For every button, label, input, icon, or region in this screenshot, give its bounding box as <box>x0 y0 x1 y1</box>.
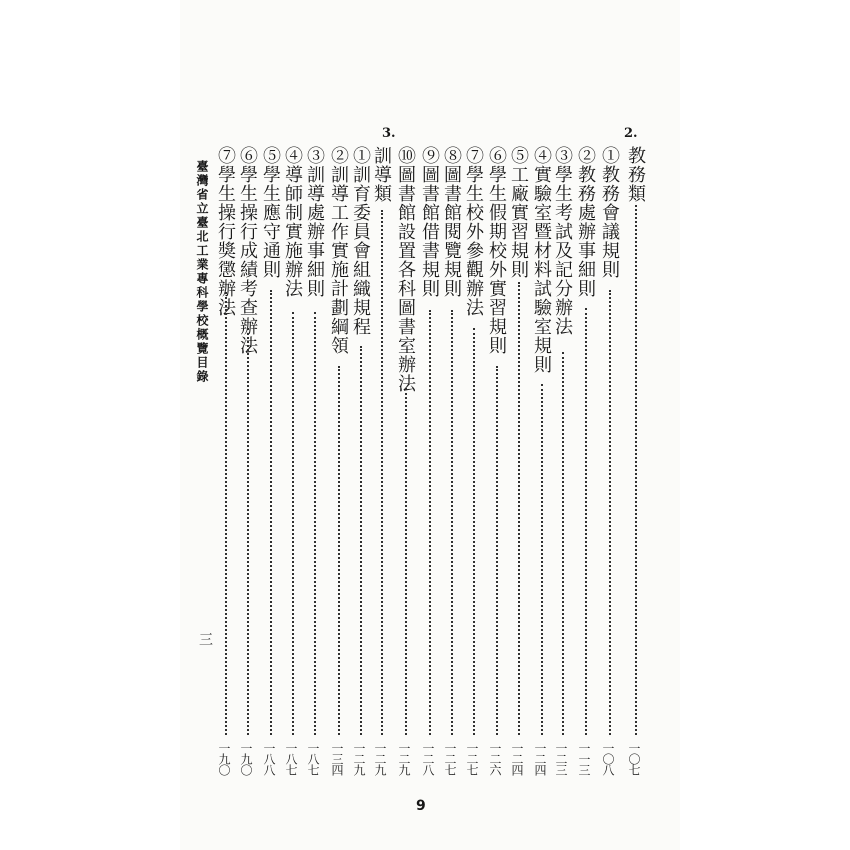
toc-page-number: 一二六 <box>488 742 502 775</box>
section-2-leader <box>635 205 637 735</box>
toc-entry: ⑦學生校外參觀辦法 <box>463 146 484 317</box>
toc-entry: ②訓導工作實施計劃綱領 <box>328 146 349 355</box>
toc-leader <box>338 366 340 735</box>
toc-entry: ①訓育委員會組織規程 <box>350 146 371 336</box>
section-3-title: 訓導類 <box>371 146 392 203</box>
toc-leader <box>429 310 431 735</box>
toc-page-number: 一二三 <box>554 742 568 775</box>
toc-entry: ⑥學生操行成績考查辦法 <box>237 146 258 355</box>
toc-entry: ⑦學生操行獎懲辦法 <box>215 146 236 317</box>
section-3-leader <box>381 210 383 735</box>
toc-leader <box>518 282 520 735</box>
toc-page-number: 一八七 <box>306 742 320 775</box>
toc-leader <box>496 366 498 735</box>
toc-entry: ⑧圖書館閱覽規則 <box>441 146 462 298</box>
toc-entry: ②教務處辦事細則 <box>575 146 596 298</box>
toc-page-number: 一三四 <box>330 742 344 775</box>
section-2-page: 一〇七 <box>627 742 641 775</box>
toc-page-number: 一二八 <box>421 742 435 775</box>
toc-leader <box>541 384 543 735</box>
toc-entry: ③訓導處辦事細則 <box>304 146 325 298</box>
toc-entry: ①教務會議規則 <box>599 146 620 279</box>
toc-leader <box>585 308 587 735</box>
toc-leader <box>473 328 475 735</box>
toc-page-number: 一一三 <box>577 742 591 775</box>
section-3-number: 3. <box>382 126 396 141</box>
toc-page-number: 一二七 <box>443 742 457 775</box>
toc-page-number: 一九〇 <box>239 742 253 775</box>
toc-leader <box>314 312 316 735</box>
toc-entry: ⑤學生應守通則 <box>260 146 281 279</box>
toc-entry: ⑤工廠實習規則 <box>508 146 529 279</box>
section-2-number: 2. <box>624 126 638 141</box>
section-2-title: 教務類 <box>625 146 646 203</box>
toc-page-number: 一二七 <box>465 742 479 775</box>
toc-page-number: 一二九 <box>352 742 366 775</box>
running-head: 臺灣省立臺北工業專科學校概覽目錄 <box>195 160 209 384</box>
toc-page-number: 一八八 <box>262 742 276 775</box>
toc-leader <box>360 346 362 735</box>
toc-leader <box>247 328 249 735</box>
folio-page-number: 9 <box>416 798 426 814</box>
toc-page-number: 一八七 <box>284 742 298 775</box>
toc-page-number: 一二四 <box>510 742 524 775</box>
toc-page-number: 一〇八 <box>601 742 615 775</box>
toc-leader <box>609 290 611 735</box>
toc-leader <box>451 310 453 735</box>
toc-leader <box>405 388 407 735</box>
toc-leader <box>292 312 294 735</box>
leaf-marker: 三 <box>197 632 213 646</box>
toc-page-number: 一二四 <box>533 742 547 775</box>
toc-entry: ⑩圖書館設置各科圖書室辦法 <box>395 146 416 393</box>
book-page <box>180 0 680 850</box>
section-3-page: 一二九 <box>373 742 387 775</box>
toc-entry: ④導師制實施辦法 <box>282 146 303 298</box>
toc-entry: ⑨圖書館借書規則 <box>419 146 440 298</box>
toc-leader <box>225 292 227 735</box>
toc-leader <box>562 352 564 735</box>
toc-leader <box>270 290 272 735</box>
toc-entry: ③學生考試及記分辦法 <box>552 146 573 336</box>
toc-entry: ⑥學生假期校外實習規則 <box>486 146 507 355</box>
toc-entry: ④實驗室暨材料試驗室規則 <box>531 146 552 374</box>
toc-page-number: 一二九 <box>397 742 411 775</box>
toc-page-number: 一九〇 <box>217 742 231 775</box>
